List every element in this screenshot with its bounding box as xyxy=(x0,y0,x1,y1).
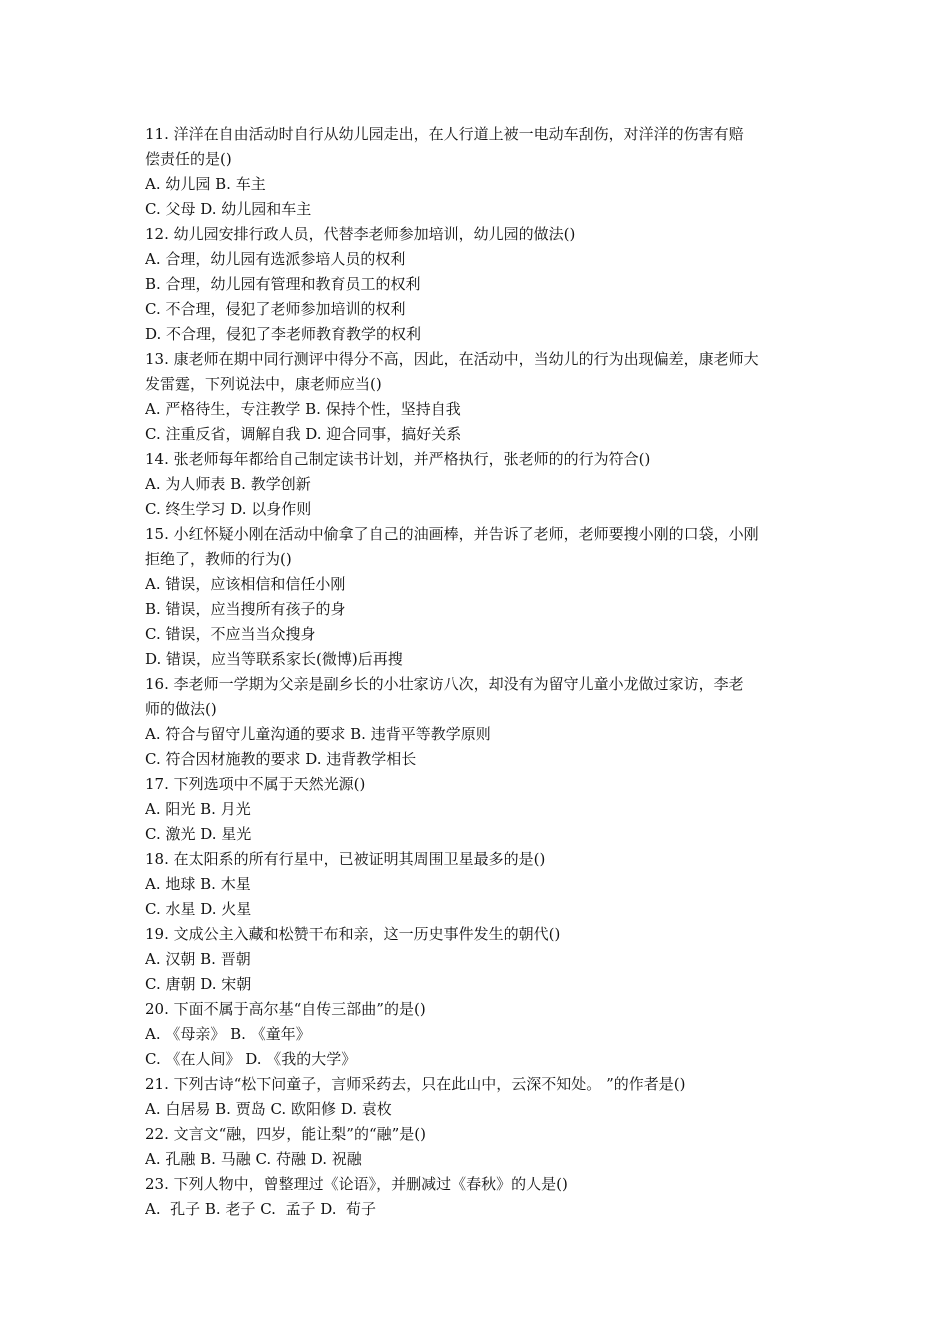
question-stem-line: 14. 张老师每年都给自己制定读书计划，并严格执行，张老师的的行为符合() xyxy=(145,450,651,468)
answer-options-line: A. 地球 B. 木星 xyxy=(145,875,251,893)
answer-options-line: C. 唐朝 D. 宋朝 xyxy=(145,975,252,993)
answer-options-line: C. 不合理，侵犯了老师参加培训的权利 xyxy=(145,300,406,318)
answer-options-line: C. 激光 D. 星光 xyxy=(145,825,252,843)
question-14 xyxy=(145,447,815,522)
question-19 xyxy=(145,922,815,997)
question-stem-line: 18. 在太阳系的所有行星中，已被证明其周围卫星最多的是() xyxy=(145,850,546,868)
answer-options-line: A. 为人师表 B. 教学创新 xyxy=(145,475,311,493)
answer-options-line: A. 孔融 B. 马融 C. 苻融 D. 祝融 xyxy=(145,1150,362,1168)
question-stem-line: 19. 文成公主入藏和松赞干布和亲，这一历史事件发生的朝代() xyxy=(145,925,561,943)
question-15 xyxy=(145,522,815,672)
question-stem-line: 16. 李老师一学期为父亲是副乡长的小壮家访八次，却没有为留守儿童小龙做过家访，李老 xyxy=(145,675,744,693)
question-stem-line: 偿责任的是() xyxy=(145,150,232,168)
question-17 xyxy=(145,772,815,847)
question-12 xyxy=(145,222,815,347)
answer-options-line: C. 错误，不应当当众搜身 xyxy=(145,625,316,643)
question-16 xyxy=(145,672,815,772)
question-stem-line: 15. 小红怀疑小刚在活动中偷拿了自己的油画棒，并告诉了老师，老师要搜小刚的口袋，小刚 xyxy=(145,525,759,543)
answer-options-line: A. 阳光 B. 月光 xyxy=(145,800,251,818)
answer-options-line: A. 严格待生，专注教学 B. 保持个性，坚持自我 xyxy=(145,400,461,418)
answer-options-line: D. 不合理，侵犯了李老师教育教学的权利 xyxy=(145,325,422,343)
answer-options-line: B. 错误，应当搜所有孩子的身 xyxy=(145,600,346,618)
question-11 xyxy=(145,122,815,222)
answer-options-line: A. 合理，幼儿园有选派参培人员的权利 xyxy=(145,250,406,268)
question-23 xyxy=(145,1172,815,1222)
question-stem-line: 22. 文言文“融，四岁，能让梨”的“融”是() xyxy=(145,1125,427,1143)
question-21 xyxy=(145,1072,815,1122)
answer-options-line: D. 错误，应当等联系家长(微博)后再搜 xyxy=(145,650,403,668)
answer-options-line: C. 父母 D. 幼儿园和车主 xyxy=(145,200,312,218)
answer-options-line: C. 注重反省，调解自我 D. 迎合同事，搞好关系 xyxy=(145,425,462,443)
answer-options-line: A. 孔子 B. 老子 C. 孟子 D. 荀子 xyxy=(145,1200,377,1218)
answer-options-line: C. 《在人间》 D. 《我的大学》 xyxy=(145,1050,357,1068)
answer-options-line: C. 符合因材施教的要求 D. 违背教学相长 xyxy=(145,750,417,768)
question-stem-line: 12. 幼儿园安排行政人员，代替李老师参加培训，幼儿园的做法() xyxy=(145,225,576,243)
question-stem-line: 23. 下列人物中，曾整理过《论语》，并删减过《春秋》的人是() xyxy=(145,1175,568,1193)
question-stem-line: 13. 康老师在期中同行测评中得分不高，因此，在活动中，当幼儿的行为出现偏差，康老师大 xyxy=(145,350,759,368)
answer-options-line: C. 水星 D. 火星 xyxy=(145,900,252,918)
question-stem-line: 17. 下列选项中不属于天然光源() xyxy=(145,775,366,793)
question-22 xyxy=(145,1122,815,1172)
answer-options-line: C. 终生学习 D. 以身作则 xyxy=(145,500,312,518)
answer-options-line: A. 《母亲》 B. 《童年》 xyxy=(145,1025,311,1043)
question-stem-line: 20. 下面不属于高尔基“自传三部曲”的是() xyxy=(145,1000,426,1018)
question-stem-line: 拒绝了，教师的行为() xyxy=(145,550,292,568)
answer-options-line: B. 合理，幼儿园有管理和教育员工的权利 xyxy=(145,275,421,293)
answer-options-line: A. 白居易 B. 贾岛 C. 欧阳修 D. 袁枚 xyxy=(145,1100,392,1118)
question-stem-line: 21. 下列古诗“松下问童子，言师采药去，只在此山中，云深不知处。 ”的作者是() xyxy=(145,1075,686,1093)
question-13 xyxy=(145,347,815,447)
answer-options-line: A. 错误，应该相信和信任小刚 xyxy=(145,575,346,593)
question-stem-line: 11. 洋洋在自由活动时自行从幼儿园走出，在人行道上被一电动车刮伤，对洋洋的伤害有赔 xyxy=(145,125,744,143)
question-18 xyxy=(145,847,815,922)
document-page xyxy=(145,122,815,1222)
question-20 xyxy=(145,997,815,1072)
answer-options-line: A. 汉朝 B. 晋朝 xyxy=(145,950,251,968)
answer-options-line: A. 幼儿园 B. 车主 xyxy=(145,175,266,193)
answer-options-line: A. 符合与留守儿童沟通的要求 B. 违背平等教学原则 xyxy=(145,725,491,743)
question-stem-line: 师的做法() xyxy=(145,700,217,718)
question-stem-line: 发雷霆，下列说法中，康老师应当() xyxy=(145,375,382,393)
